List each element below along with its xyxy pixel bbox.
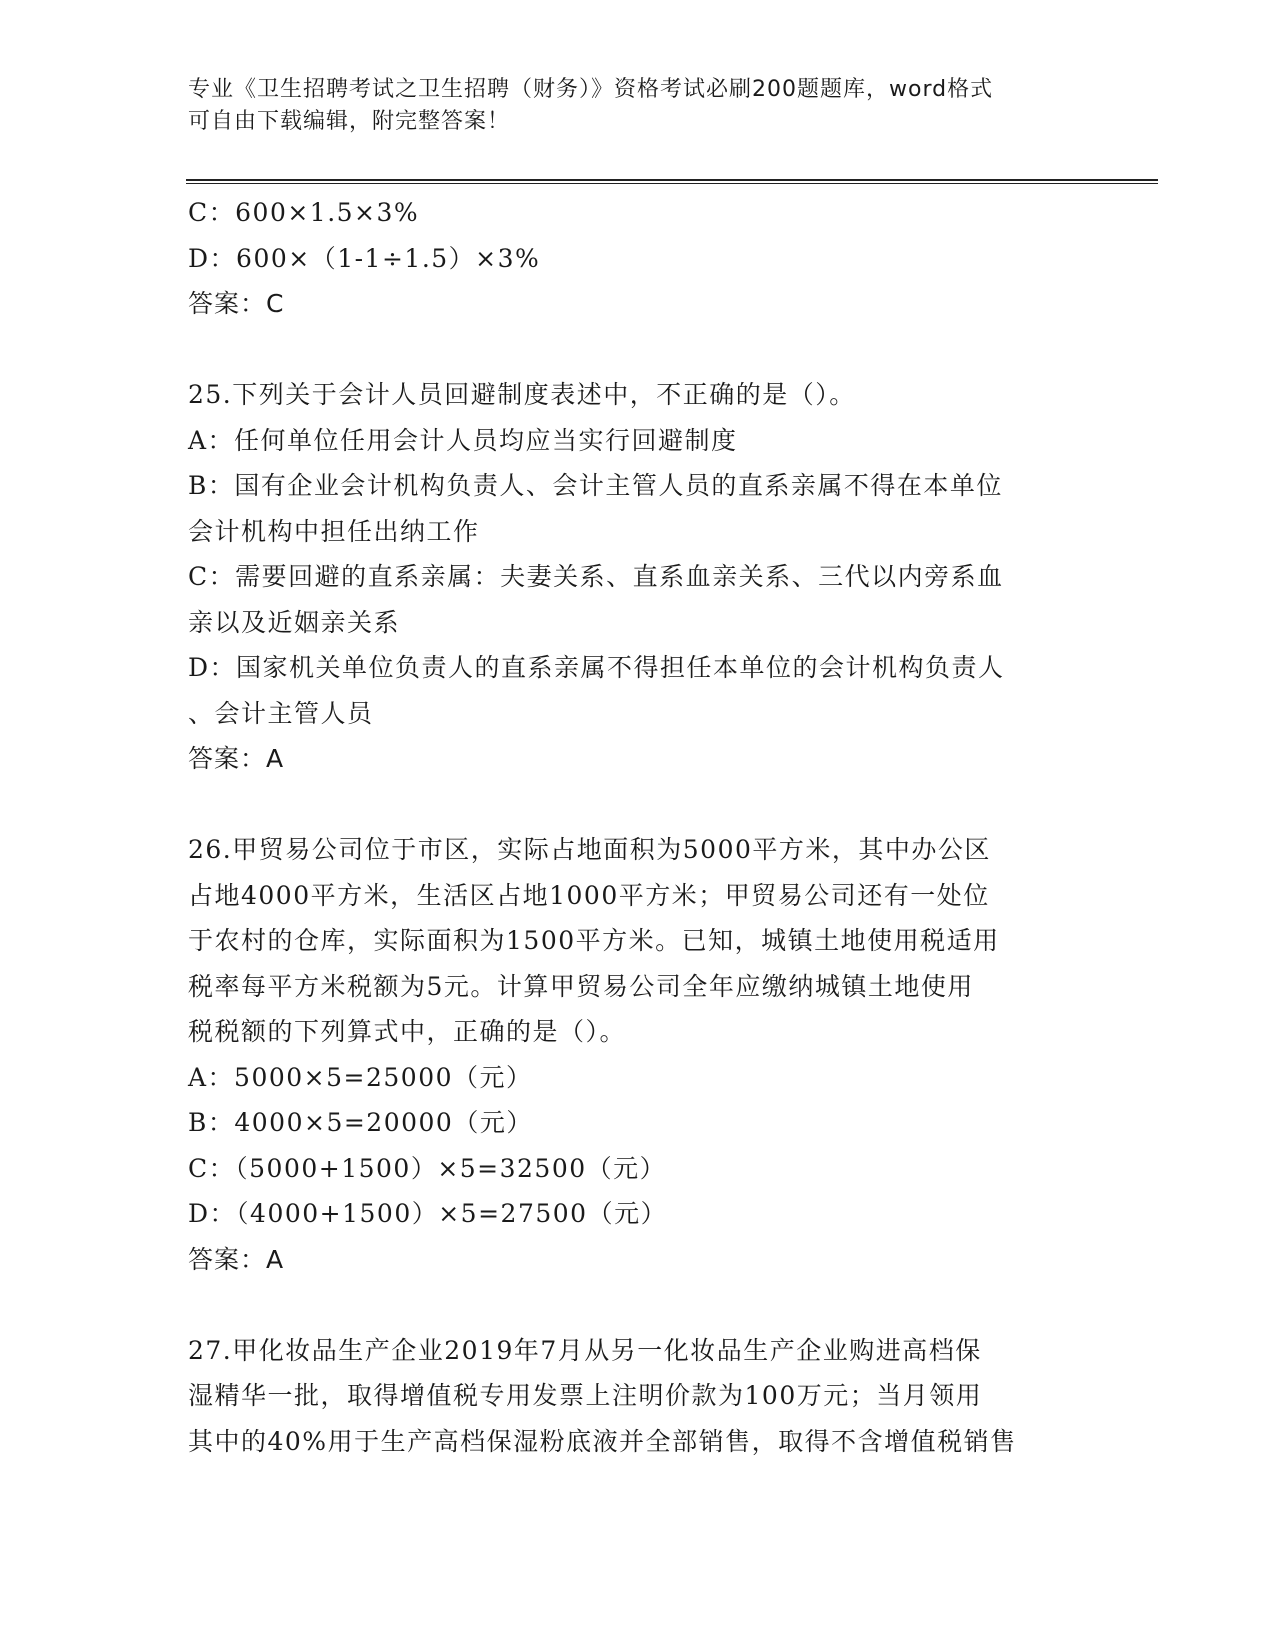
- header-line-1: 专业《卫生招聘考试之卫生招聘（财务）》资格考试必刷200题题库，word格式: [188, 77, 994, 102]
- document-header: [188, 74, 1088, 138]
- option-a: A：5000×5=25000（元）: [188, 1062, 533, 1092]
- header-divider: [186, 179, 1158, 185]
- option-c: C：（5000+1500）×5=32500（元）: [188, 1153, 667, 1183]
- option-b-continued: 会计机构中担任出纳工作: [188, 516, 480, 546]
- question-27: [188, 1328, 1088, 1465]
- option-b: B：4000×5=20000（元）: [188, 1108, 533, 1137]
- question-stem: 27.甲化妆品生产企业2019年7月从另一化妆品生产企业购进高档保: [188, 1335, 982, 1365]
- question-25: [188, 372, 1088, 782]
- answer: 答案：A: [188, 744, 285, 773]
- option-d: D：国家机关单位负责人的直系亲属不得担任本单位的会计机构负责人: [188, 653, 1005, 682]
- header-divider-thick: [186, 179, 1158, 181]
- header-line-2: 可自由下载编辑，附完整答案！: [188, 109, 511, 134]
- header-divider-thin: [186, 183, 1158, 184]
- option-d: D：（4000+1500）×5=27500（元）: [188, 1199, 668, 1228]
- option-b: B：国有企业会计机构负责人、会计主管人员的直系亲属不得在本单位: [188, 471, 1003, 500]
- answer: 答案：A: [188, 1244, 285, 1274]
- option-c: C：需要回避的直系亲属：夫妻关系、直系血亲关系、三代以内旁系血: [188, 562, 1004, 591]
- option-d: D：600×（1-1÷1.5）×3%: [188, 243, 541, 273]
- question-stem-continued: 税率每平方米税额为5元。计算甲贸易公司全年应缴纳城镇土地使用: [188, 971, 974, 1001]
- question-stem: 25.下列关于会计人员回避制度表述中，不正确的是（）。: [188, 380, 856, 409]
- question-stem-continued: 占地4000平方米，生活区占地1000平方米；甲贸易公司还有一处位: [188, 880, 990, 910]
- question-stem-continued: 于农村的仓库，实际面积为1500平方米。已知，城镇土地使用税适用: [188, 926, 1000, 955]
- question-26: [188, 827, 1088, 1282]
- option-a: A：任何单位任用会计人员均应当实行回避制度: [188, 425, 738, 455]
- question-stem-continued: 湿精华一批，取得增值税专用发票上注明价款为100万元；当月领用: [188, 1381, 983, 1410]
- option-c: C：600×1.5×3%: [188, 198, 420, 227]
- answer: 答案：C: [188, 289, 285, 318]
- option-d-continued: 、会计主管人员: [188, 698, 374, 728]
- spacer: [188, 1282, 1088, 1328]
- spacer: [188, 327, 1088, 373]
- question-stem: 26.甲贸易公司位于市区，实际占地面积为5000平方米，其中办公区: [188, 835, 991, 864]
- question-stem-continued: 税税额的下列算式中，正确的是（）。: [188, 1017, 627, 1046]
- question-24: [188, 190, 1088, 327]
- option-c-continued: 亲以及近姻亲关系: [188, 607, 401, 637]
- spacer: [188, 782, 1088, 828]
- document-body: [188, 190, 1088, 1464]
- question-stem-continued: 其中的40%用于生产高档保湿粉底液并全部销售，取得不含增值税销售: [188, 1426, 1017, 1456]
